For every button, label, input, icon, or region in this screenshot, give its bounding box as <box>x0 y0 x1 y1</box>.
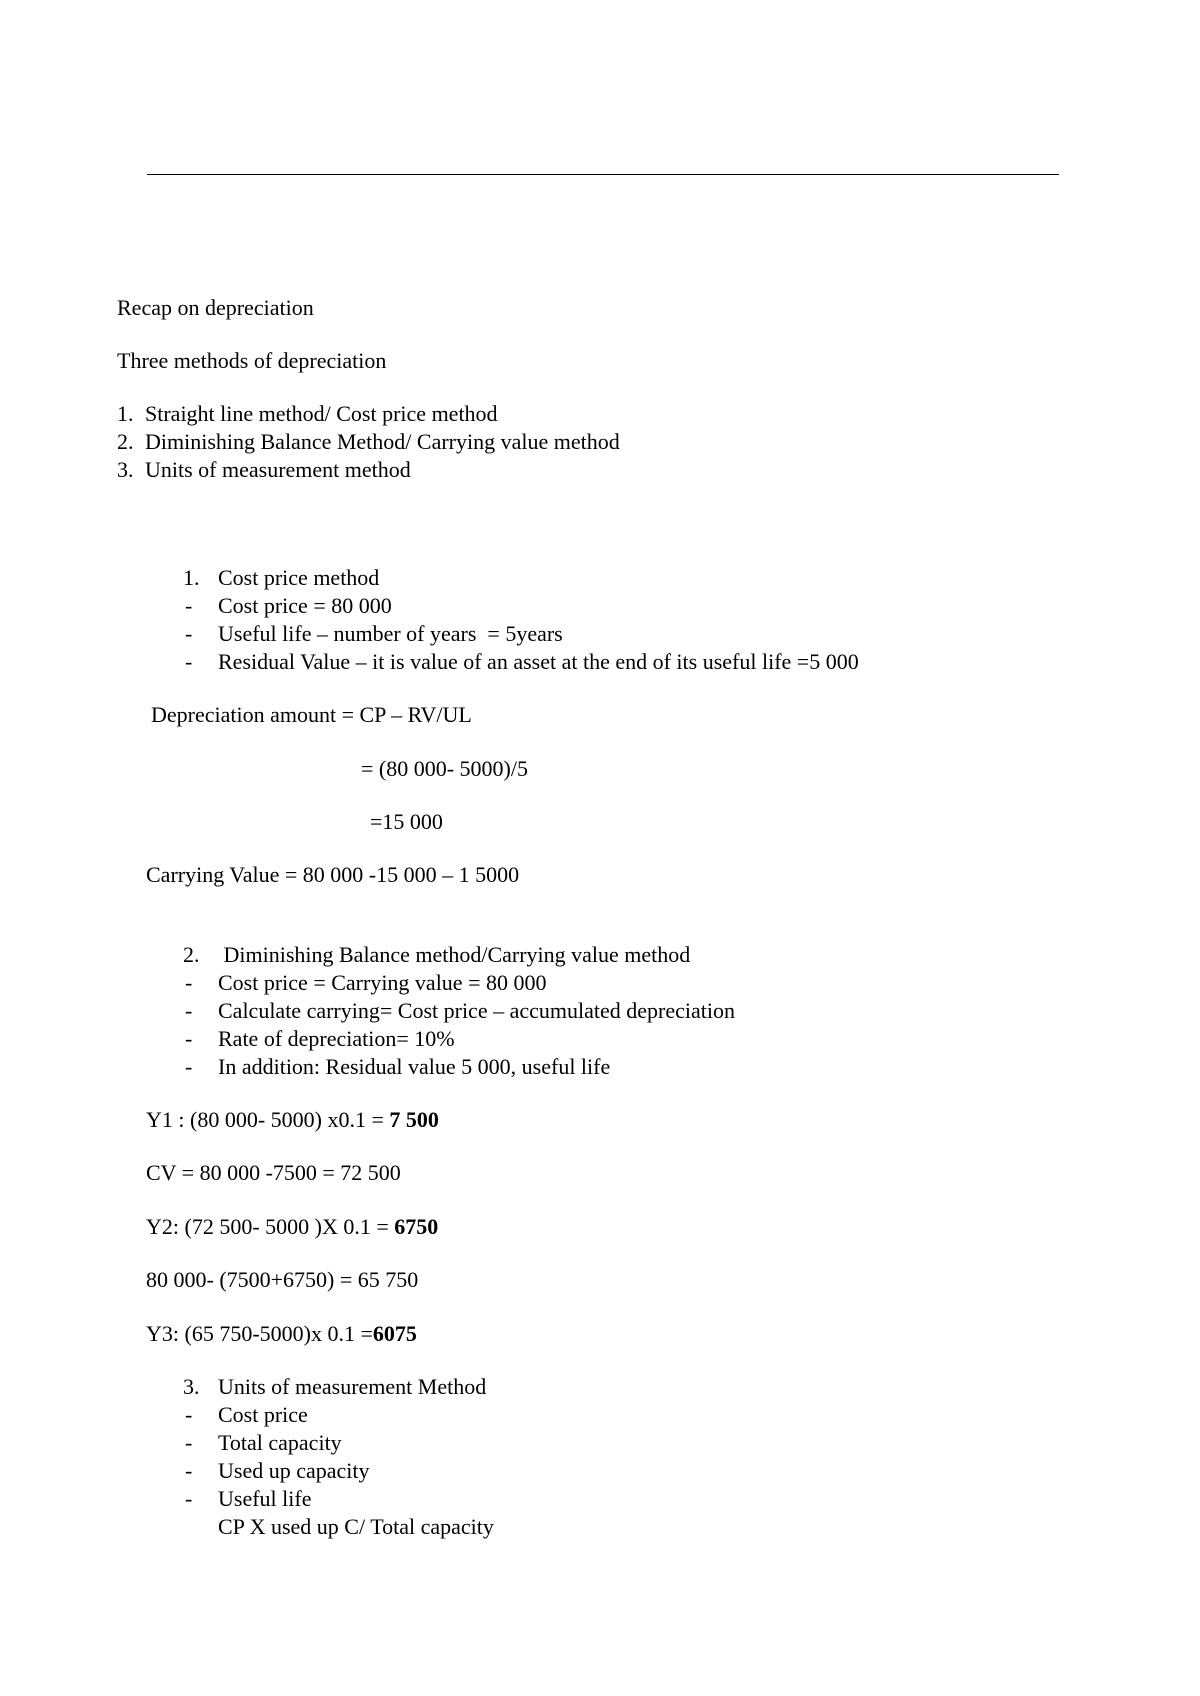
top-rule <box>147 174 1059 175</box>
carrying-value-line: Carrying Value = 80 000 -15 000 – 1 5000 <box>146 862 520 887</box>
year-1-formula: Y1 : (80 000- 5000) x0.1 = <box>146 1107 390 1132</box>
bullet-dash: - <box>185 1486 193 1511</box>
bullet-item: Cost price <box>218 1402 308 1427</box>
calculation-result: =15 000 <box>370 809 443 834</box>
bullet-dash: - <box>185 1026 193 1051</box>
year-3-formula: Y3: (65 750-5000)x 0.1 = <box>146 1321 373 1346</box>
year-1-calculation <box>146 1107 439 1133</box>
depreciation-formula: Depreciation amount = CP – RV/UL <box>151 702 472 727</box>
section-title: Cost price method <box>218 565 380 590</box>
bullet-dash: - <box>185 621 193 646</box>
bullet-item: Residual Value – it is value of an asset at the end of its useful life =5 000 <box>218 649 859 674</box>
method-number: 3. <box>117 457 134 482</box>
bullet-dash: - <box>185 1458 193 1483</box>
year-2-formula: Y2: (72 500- 5000 )X 0.1 = <box>146 1214 395 1239</box>
bullet-dash: - <box>185 1430 193 1455</box>
bullet-item: Useful life – number of years = 5years <box>218 621 563 646</box>
bullet-dash: - <box>185 970 193 995</box>
units-formula: CP X used up C/ Total capacity <box>218 1514 494 1539</box>
bullet-dash: - <box>185 593 193 618</box>
carrying-value-line: CV = 80 000 -7500 = 72 500 <box>146 1160 401 1185</box>
section-number: 2. <box>183 942 200 967</box>
bullet-dash: - <box>185 649 193 674</box>
bullet-item: Used up capacity <box>218 1458 370 1483</box>
calculation-step: = (80 000- 5000)/5 <box>361 756 528 781</box>
method-item: Straight line method/ Cost price method <box>145 401 498 426</box>
year-1-result: 7 500 <box>389 1107 439 1132</box>
section-title: Units of measurement Method <box>218 1374 487 1399</box>
bullet-dash: - <box>185 1402 193 1427</box>
bullet-item: Calculate carrying= Cost price – accumulated depreciation <box>218 998 735 1023</box>
method-item: Units of measurement method <box>145 457 411 482</box>
year-2-result: 6750 <box>394 1214 439 1239</box>
method-number: 1. <box>117 401 134 426</box>
bullet-item: Rate of depreciation= 10% <box>218 1026 455 1051</box>
section-number: 1. <box>183 565 200 590</box>
year-2-calculation <box>146 1214 438 1240</box>
accumulated-line: 80 000- (7500+6750) = 65 750 <box>146 1267 419 1292</box>
section-title: Diminishing Balance method/Carrying value method <box>218 942 691 967</box>
method-item: Diminishing Balance Method/ Carrying value method <box>145 429 620 454</box>
bullet-item: Cost price = Carrying value = 80 000 <box>218 970 547 995</box>
bullet-item: Useful life <box>218 1486 312 1511</box>
method-number: 2. <box>117 429 134 454</box>
section-number: 3. <box>183 1374 200 1399</box>
bullet-item: Cost price = 80 000 <box>218 593 392 618</box>
bullet-dash: - <box>185 1054 193 1079</box>
year-3-calculation <box>146 1321 417 1347</box>
heading: Recap on depreciation <box>117 295 314 320</box>
bullet-dash: - <box>185 998 193 1023</box>
year-3-result: 6075 <box>372 1321 417 1346</box>
bullet-item: In addition: Residual value 5 000, useful life <box>218 1054 611 1079</box>
bullet-item: Total capacity <box>218 1430 342 1455</box>
intro-text: Three methods of depreciation <box>117 348 387 373</box>
